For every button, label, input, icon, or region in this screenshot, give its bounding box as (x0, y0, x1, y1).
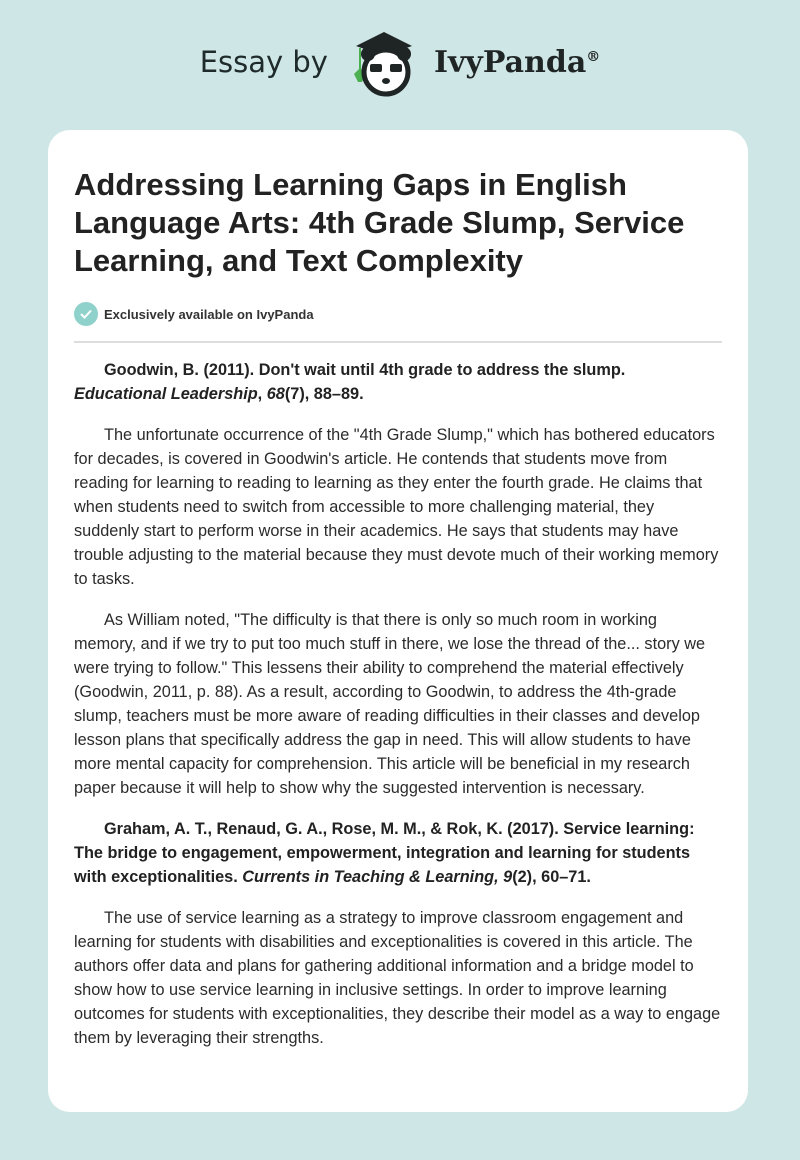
ref-volume: 68 (266, 385, 285, 403)
ref-journal: Educational Leadership (74, 385, 258, 403)
brand-name[interactable] (434, 45, 600, 80)
registered-mark: ® (586, 48, 601, 65)
ref-issue-pages: (7), 88–89. (284, 385, 364, 403)
exclusive-badge (74, 302, 722, 326)
reference-graham (74, 817, 722, 889)
site-header (0, 0, 800, 130)
brand-text: IvyPanda (433, 44, 587, 80)
essay-card (48, 130, 748, 1112)
essay-by-label: Essay by (199, 45, 328, 79)
reference-goodwin (74, 358, 722, 406)
essay-title: Addressing Learning Gaps in English Language Arts: 4th Grade Slump, Service Learning, and Text Complexity (74, 167, 685, 278)
paragraph: The use of service learning as a strategy to improve classroom engagement and learning for students with disabilities and exceptionalities is covered in this article. The authors offer data and plans for gathering additional information and a bridge model to show how to use service learning in inclusive settings. In order to improve learning outcomes for students with exceptionalities, they describe their model as a way to engage them by leveraging their strengths. (74, 909, 721, 1047)
ref-issue-pages: (2), 60–71. (512, 868, 591, 886)
ref-text: Goodwin, B. (2011). Don't wait until 4th grade to address the slump. (104, 361, 626, 379)
check-icon (74, 302, 98, 326)
paragraph: The unfortunate occurrence of the "4th Grade Slump," which has bothered educators for decades, is covered in Goodwin's article. He contends that students move from reading for learning to reading to learning as they enter the fourth grade. He claims that when students need to switch from accessible to more challenging material, they suddenly start to perform worse in their academics. He says that students may have trouble adjusting to the material because they must devote much of their working memory to tasks. (74, 426, 719, 588)
badge-text: Exclusively available on IvyPanda (104, 306, 314, 322)
ref-text: Graham, A. T., Renaud, G. A., Rose, M. M., & Rok, K. (2017). Service learning: The bridge to engagement, empowerment, integration and learning for students with exceptionalities. (74, 820, 695, 886)
panda-logo-icon[interactable] (348, 24, 420, 100)
divider (74, 341, 722, 343)
ref-journal: Currents in Teaching & Learning, 9 (242, 868, 513, 886)
ref-sep: , (257, 385, 267, 403)
paragraph: As William noted, "The difficulty is that there is only so much room in working memory, and if we try to put too much stuff in there, we lose the thread of the... story we were trying to follow." This lessens their ability to comprehend the material effectively (Goodwin, 2011, p. 88). As a result, according to Goodwin, to address the 4th-grade slump, teachers must be more aware of reading difficulties in their classes and develop lesson plans that specifically address the gap in need. This will allow students to have more mental capacity for comprehension. This article will be beneficial in my research paper because it will help to show why the suggested intervention is necessary. (74, 611, 706, 797)
